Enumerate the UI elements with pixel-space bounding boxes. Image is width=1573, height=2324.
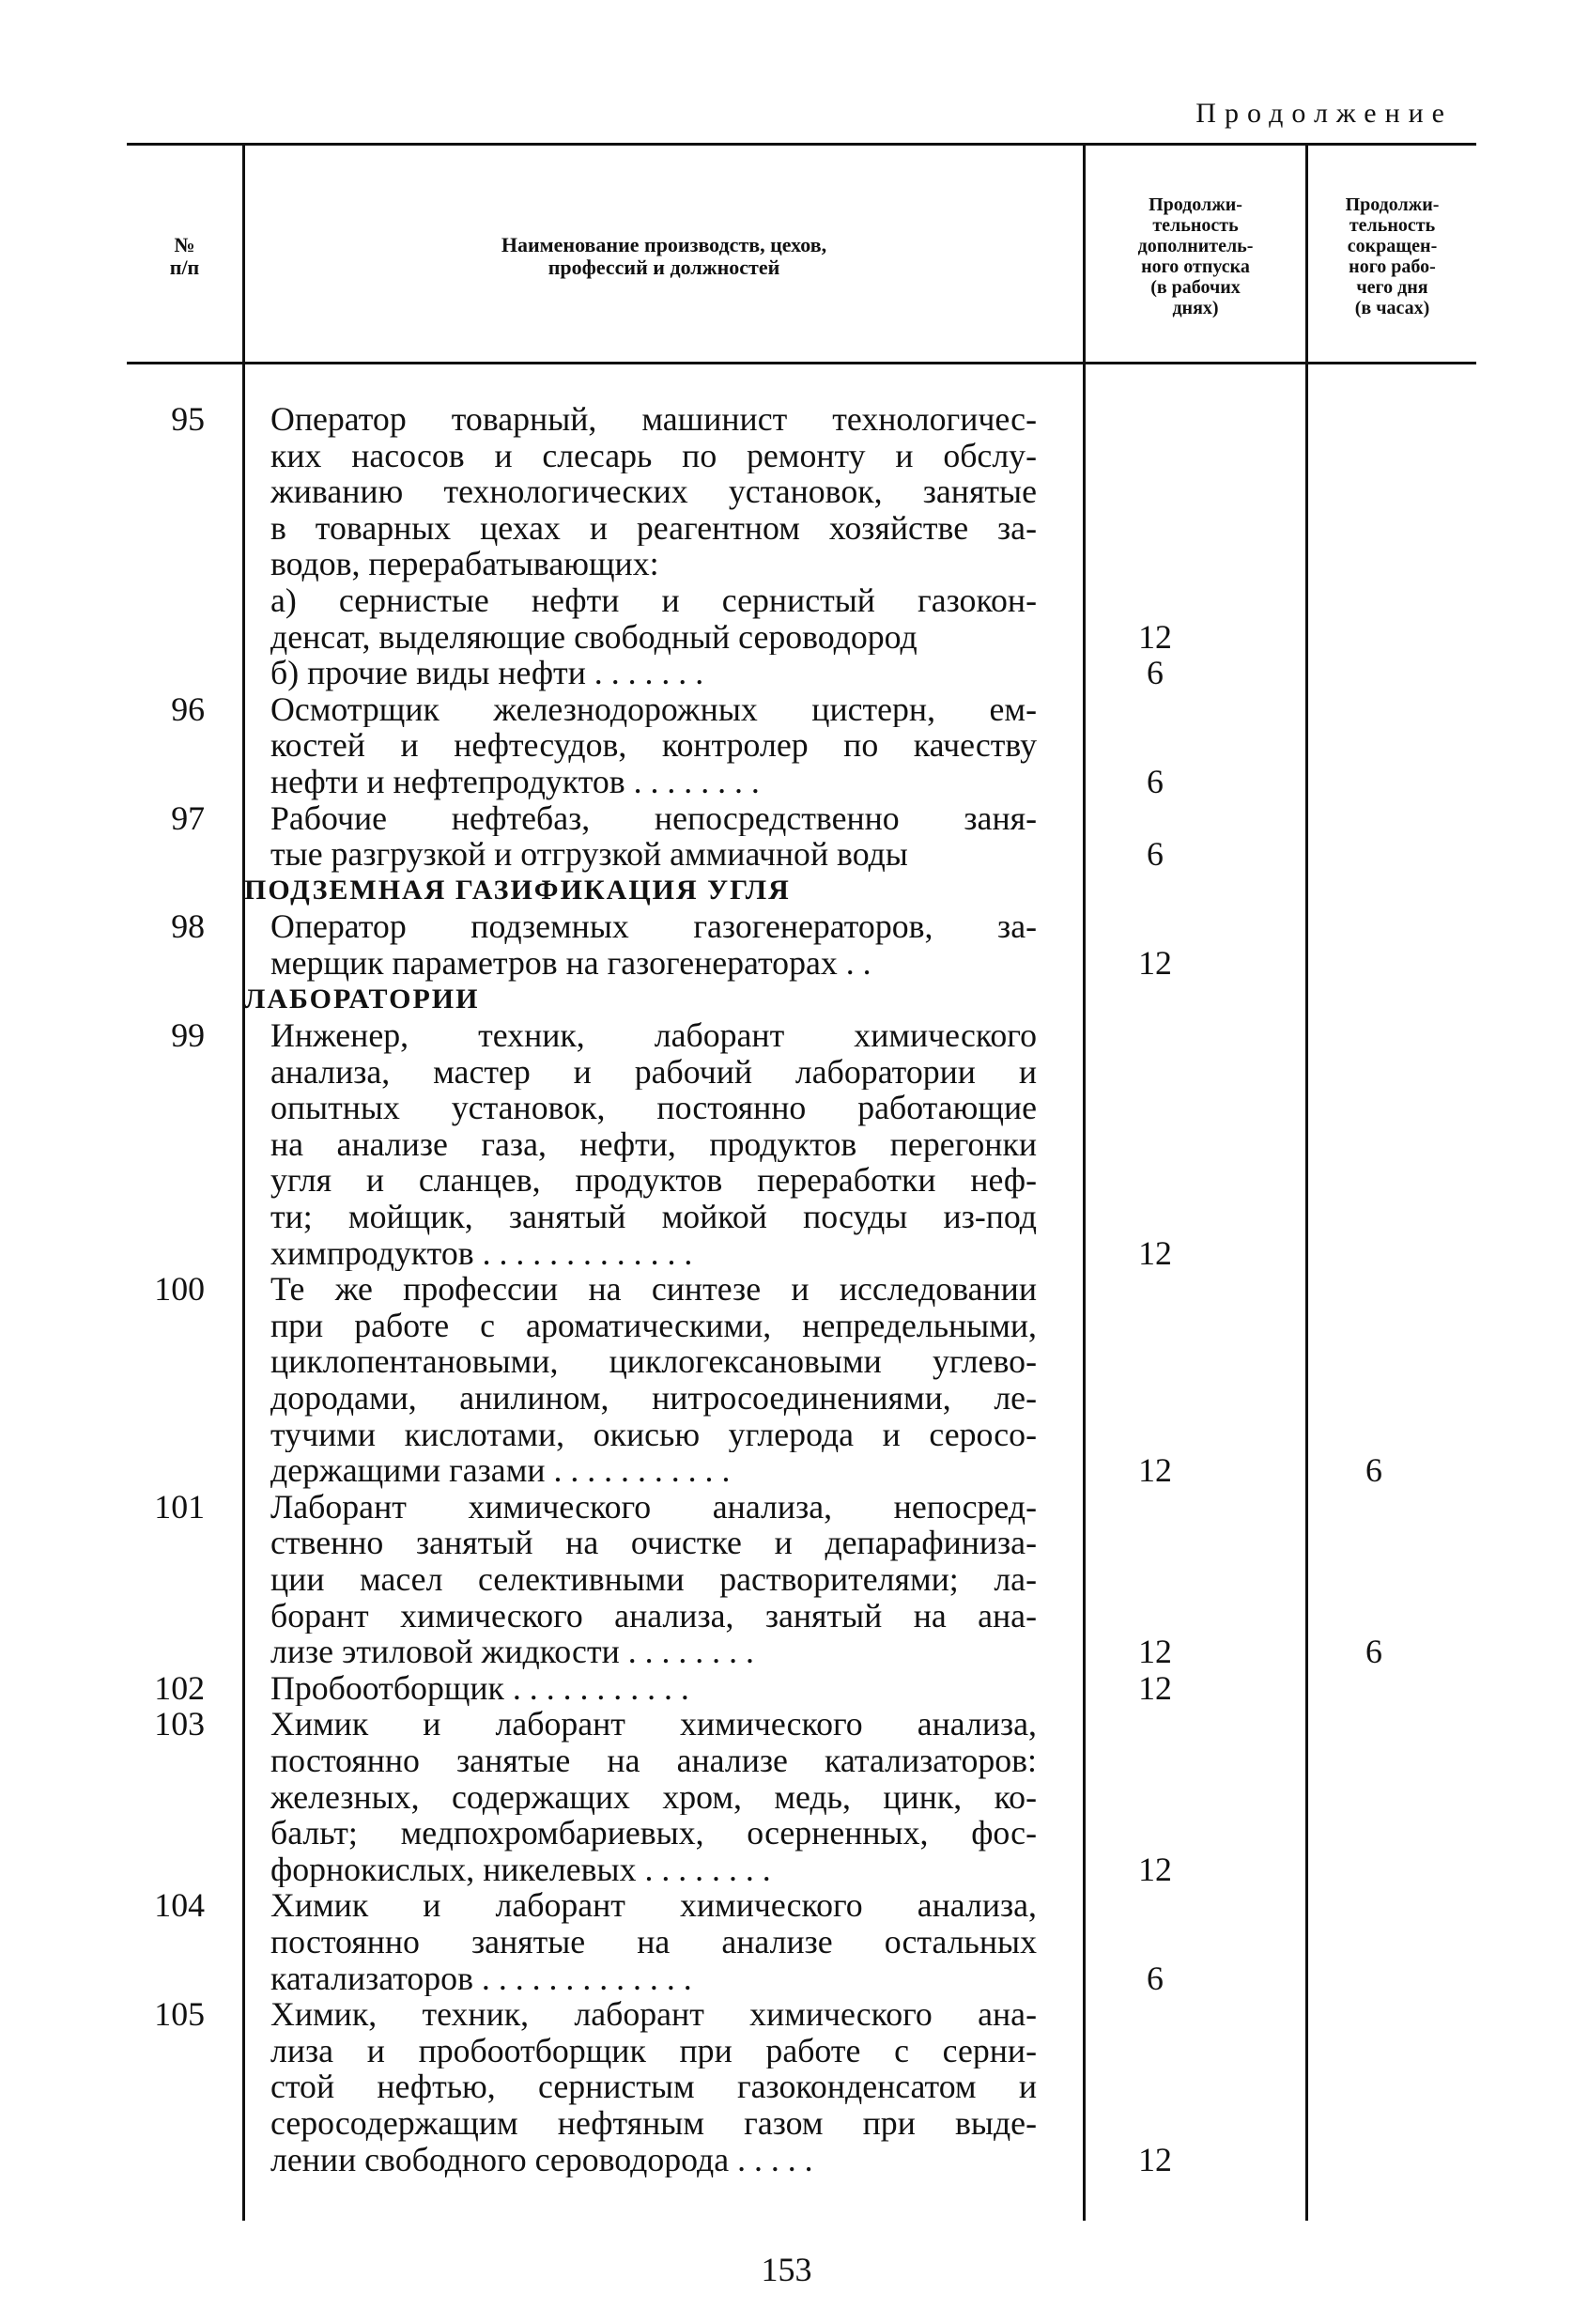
section-heading [244,982,1044,1018]
leave-days-text: 6 [1147,762,1164,800]
row-number: 102 [154,1668,205,1707]
header-bottom-rule [127,362,1476,364]
text-line: ти; мойщик, занятый мойкой посуды из-под [270,1199,1037,1235]
text-line: Пробоотборщик . . . . . . . . . . . [270,1669,689,1707]
text-line: при работе с ароматическими, непредельными, [270,1307,1037,1344]
table-row [0,1017,1573,1271]
leave-days-value [1044,1670,1266,1707]
short-day-hours-value [1266,1706,1482,1887]
text-line: денсат, выделяющие свободный сероводород [270,618,918,656]
row-description [244,800,1044,873]
text-line: бальт; медпохромбариевых, осерненных, фос- [270,1815,1037,1851]
short-day-hours-value [1266,1017,1482,1271]
row-number: 104 [154,1886,205,1925]
row-number [0,873,244,909]
short-day-hours-value [1266,401,1482,582]
text-line: железных, содержащих хром, медь, цинк, ко- [270,1778,1037,1816]
text-line: на анализе газа, нефти, продуктов перегонки [270,1125,1037,1163]
leave-days-value [1044,1017,1266,1271]
leave-days-text: 12 [1138,1668,1172,1707]
leave-days-value [1044,1706,1266,1887]
table-body [0,401,1573,2177]
row-number: 99 [171,1016,205,1055]
leave-days-value [1044,582,1266,655]
text-line: Те же профессии на синтезе и исследовании [270,1271,1037,1308]
text-line: катализаторов . . . . . . . . . . . . . [270,1960,692,1997]
leave-days-value [1044,401,1266,582]
table-row [0,691,1573,800]
row-description [244,401,1044,582]
text-line: костей и нефтесудов, контролер по качеству [270,727,1037,764]
text-line: постоянно занятые на анализе катализаторов: [270,1742,1037,1779]
section-heading-row [0,982,1573,1018]
leave-days-value [1044,800,1266,873]
header-leave: Продолжи- тельность дополнитель- ного отпуска (в рабочих днях) [1137,194,1254,318]
short-day-hours-value [1266,1887,1482,1996]
leave-days-value [1044,1996,1266,2177]
row-number [0,655,244,691]
row-number: 101 [154,1487,205,1526]
header-hours: Продолжи- тельность сокращен- ного рабо- чего дня (в часах) [1345,194,1440,318]
leave-days-value [1044,1271,1266,1489]
leave-days-text: 12 [1138,1850,1172,1888]
text-line: Химик и лаборант химического анализа, [270,1706,1037,1743]
text-line: Химик, техник, лаборант химического ана- [270,1996,1037,2033]
short-day-hours-value [1266,691,1482,800]
row-number: 96 [171,689,205,728]
leave-days-value [1044,691,1266,800]
page-number: 153 [761,2251,812,2288]
row-description [244,1271,1044,1489]
continued-label: Продолжение [1195,98,1453,129]
leave-days-text: 12 [1138,1633,1172,1671]
row-description [244,1670,1044,1707]
text-line: тые разгрузкой и отгрузкой аммиачной воды [270,836,908,873]
text-line: Инженер, техник, лаборант химического [270,1017,1037,1054]
text-line: Оператор товарный, машинист технологичес- [270,401,1037,438]
text-line: ЛАБОРАТОРИИ [244,983,480,1015]
row-description [244,908,1044,981]
table-row [0,1670,1573,1707]
row-number: 95 [171,400,205,438]
row-number: 100 [154,1270,205,1309]
leave-days-text: 6 [1147,835,1164,874]
short-day-hours-value [1266,1271,1482,1489]
table-row [0,582,1573,655]
text-line: постоянно занятые на анализе остальных [270,1923,1037,1960]
row-number [0,582,244,655]
text-line: лении свободного сероводорода . . . . . [270,2141,813,2178]
text-line: а) сернистые нефти и сернистый газокон- [270,581,1037,619]
table-row [0,1887,1573,1996]
row-number: 105 [154,1995,205,2034]
text-line: серосодержащим нефтяным газом при выде- [270,2104,1037,2142]
text-line: опытных установок, постоянно работающие [270,1090,1037,1126]
short-day-hours-value [1266,655,1482,691]
leave-days-value [1044,655,1266,691]
text-line: Рабочие нефтебаз, непосредственно заня- [270,799,1037,837]
text-line: Химик и лаборант химического анализа, [270,1887,1037,1924]
row-number: 98 [171,907,205,946]
text-line: мерщик параметров на газогенераторах . . [270,944,871,982]
text-line: Осмотрщик железнодорожных цистерн, ем- [270,690,1037,728]
text-line: борант химического анализа, занятый на ана- [270,1597,1037,1635]
text-line: угля и сланцев, продуктов переработки неф- [270,1162,1037,1200]
table-row [0,1706,1573,1887]
table-row [0,1489,1573,1670]
text-line: Лаборант химического анализа, непосред- [270,1488,1037,1526]
short-day-hours-value [1266,582,1482,655]
leave-days-text: 12 [1138,943,1172,982]
leave-days-value [1044,873,1266,909]
leave-days-text: 6 [1147,654,1164,692]
text-line: лиза и пробоотборщик при работе с серни- [270,2032,1037,2069]
short-day-hours-text: 6 [1365,1633,1382,1671]
table-row [0,1996,1573,2177]
row-description [244,1887,1044,1996]
short-day-hours-value [1266,800,1482,873]
section-heading [244,873,1044,909]
row-number: 97 [171,798,205,837]
leave-days-text: 12 [1138,617,1172,656]
short-day-hours-value [1266,1670,1482,1707]
text-line: в товарных цехах и реагентном хозяйстве за- [270,509,1037,547]
leave-days-value [1044,908,1266,981]
text-line: б) прочие виды нефти . . . . . . . [270,655,704,691]
text-line: водов, перерабатывающих: [270,546,659,582]
row-description [244,655,1044,691]
text-line: стой нефтью, сернистым газоконденсатом и [270,2068,1037,2105]
text-line: ственно занятый на очистке и депарафиниза- [270,1525,1037,1561]
text-line: ции масел селективными растворителями; ла- [270,1561,1037,1598]
short-day-hours-text: 6 [1365,1451,1382,1490]
text-line: живанию технологических установок, занятые [270,473,1037,510]
table-row [0,655,1573,691]
text-line: нефти и нефтепродуктов . . . . . . . . [270,763,760,800]
text-line: ких насосов и слесарь по ремонту и обслу- [270,437,1037,474]
short-day-hours-value [1266,908,1482,981]
leave-days-text: 6 [1147,1959,1164,1997]
leave-days-value [1044,1489,1266,1670]
table-row [0,401,1573,582]
short-day-hours-value [1266,1996,1482,2177]
text-line: тучими кислотами, окисью углерода и серосо- [270,1416,1037,1453]
table-row [0,908,1573,981]
text-line: Оператор подземных газогенераторов, за- [270,908,1037,945]
table-row [0,800,1573,873]
leave-days-text: 12 [1138,2140,1172,2178]
text-line: форнокислых, никелевых . . . . . . . . [270,1851,771,1888]
text-line: анализа, мастер и рабочий лаборатории и [270,1053,1037,1091]
table-row [0,1271,1573,1489]
section-heading-row [0,873,1573,909]
header-num: № п/п [169,232,200,279]
row-description [244,1706,1044,1887]
text-line: химпродуктов . . . . . . . . . . . . . [270,1234,693,1272]
leave-days-text: 12 [1138,1451,1172,1490]
header-top-rule [127,143,1476,146]
row-number: 103 [154,1705,205,1743]
row-description [244,1017,1044,1271]
short-day-hours-value [1266,1489,1482,1670]
leave-days-value [1044,982,1266,1018]
text-line: ПОДЗЕМНАЯ ГАЗИФИКАЦИЯ УГЛЯ [244,874,791,906]
header-name: Наименование производств, цехов, профессий и должностей [501,232,827,279]
short-day-hours-value [1266,982,1482,1018]
row-description [244,582,1044,655]
text-line: дородами, анилином, нитросоединениями, ле- [270,1380,1037,1417]
text-line: циклопентановыми, циклогексановыми углево- [270,1343,1037,1381]
row-description [244,1489,1044,1670]
text-line: держащими газами . . . . . . . . . . . [270,1452,731,1489]
text-line: лизе этиловой жидкости . . . . . . . . [270,1634,754,1670]
row-description [244,691,1044,800]
leave-days-value [1044,1887,1266,1996]
row-description [244,1996,1044,2177]
short-day-hours-value [1266,873,1482,909]
row-number [0,982,244,1018]
leave-days-text: 12 [1138,1233,1172,1272]
